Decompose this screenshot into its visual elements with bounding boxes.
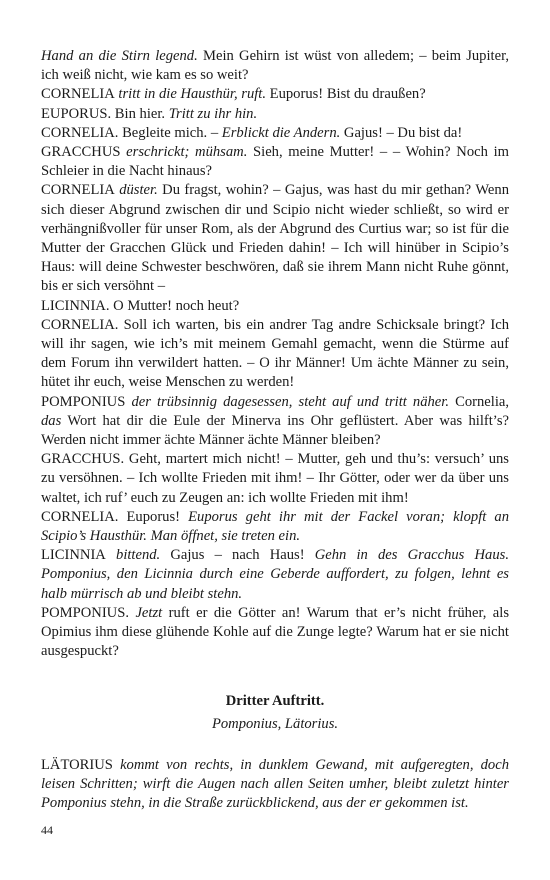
- speaker-name: POMPONIUS: [41, 393, 126, 410]
- stage-direction: Hand an die Stirn legend.: [41, 48, 198, 64]
- scene-characters: Pomponius, Lätorius.: [211, 715, 339, 732]
- stage-direction: Euporus geht ihr mit der Fackel voran; klopft an Scipio’s Hausthür. Man öffnet, sie treten ein.: [41, 508, 510, 545]
- speaker-name: LICINNIA: [41, 547, 106, 564]
- stage-direction: das: [41, 412, 62, 429]
- speaker-name: EUPORUS: [41, 105, 108, 122]
- dialogue-paragraph: [41, 181, 509, 296]
- speaker-name: LÄTORIUS: [41, 756, 113, 773]
- dialogue-text: Wort hat dir die Eule der Minerva ins Ohr geflüstert. Aber was hilft’s? Werden nicht immer ächte Männer ächte Männer bleiben?: [41, 412, 509, 449]
- dialogue-paragraph: [41, 297, 509, 316]
- dialogue-text: Gajus – nach Haus!: [160, 547, 315, 564]
- dialogue-paragraph: [41, 316, 509, 393]
- speaker-name: CORNELIA: [41, 124, 115, 141]
- dialogue-text: ruft er die Götter an! Warum that er’s nicht früher, als Opimius ihm diese glühende Kohle auf die Zunge legte? Warum hat er sie nicht ausgespuckt?: [41, 604, 510, 660]
- dialogue-text: . O Mutter! noch heut?: [105, 297, 240, 314]
- book-page: [41, 47, 509, 814]
- speaker-name: CORNELIA: [41, 508, 115, 525]
- stage-direction: der trübsinnig dagesessen, steht auf und tritt näher.: [125, 393, 449, 410]
- dialogue-text: . Begleite mich. –: [114, 124, 222, 141]
- dialogue-paragraph: [41, 85, 509, 104]
- dialogue-paragraph: [41, 105, 509, 124]
- dialogue-text: Euporus! Bist du draußen?: [266, 86, 426, 103]
- speaker-name: POMPONIUS: [41, 604, 126, 621]
- stage-direction: bittend.: [105, 547, 161, 564]
- dialogue-text: Gajus! – Du bist da!: [340, 124, 463, 141]
- dialogue-text: . Bin hier.: [107, 105, 169, 122]
- stage-direction: Tritt zu ihr hin.: [168, 105, 258, 122]
- dialogue-text: Sieh, meine Mutter! – – Wohin? Noch im Schleier in die Nacht hinaus?: [41, 144, 509, 180]
- dialogue-text: . Geht, martert mich nicht! – Mutter, geh und thu’s: versuch’ uns zu versöhnen. – Ich wollte Frieden mit ihm! – Ihr Götter, oder wer da über uns waltet, ich ruf’ euch zu Zeugen an: ich wollte Frieden mit ihm!: [41, 451, 509, 506]
- dialogue-paragraph: [41, 450, 509, 508]
- dialogue-paragraph: [41, 604, 509, 662]
- stage-direction: Gehn in des Gracchus Haus. Pomponius, den Licinnia durch eine Geberde auffordert, zu folgen, lehnt es halb mürrisch ab und bleibt stehn.: [41, 547, 509, 602]
- dialogue-block: [41, 47, 509, 662]
- speaker-name: GRACCHUS: [41, 144, 121, 161]
- speaker-name: GRACCHUS: [41, 451, 121, 468]
- speaker-name: CORNELIA: [41, 316, 115, 333]
- stage-direction: tritt in die Hausthür, ruft.: [114, 86, 267, 103]
- dialogue-text: Mein Gehirn ist wüst von alledem; – beim Jupiter, ich weiß nicht, wie kam es so weit?: [41, 48, 509, 84]
- speaker-name: LICINNIA: [41, 297, 106, 314]
- dialogue-text: . Euporus!: [114, 508, 189, 525]
- stage-direction: Jetzt: [135, 604, 163, 621]
- dialogue-paragraph: [41, 143, 509, 181]
- page-number: 44: [41, 823, 53, 837]
- speaker-name: CORNELIA: [41, 182, 115, 199]
- dialogue-text: Cornelia,: [449, 393, 509, 410]
- dialogue-text: Du fragst, wohin? – Gajus, was hast du mir gethan? Wenn sich dieser Abgrund zwischen dir und Scipio nicht wieder schließt, so wird er verhängnißvoller für unser Rom, als der Abgrund des Curtius war; so ist für die Mutter der Gracchen Glück und Frieden dahin! – Ich will hinüber in Scipio’s Haus: will deine Schwester beschwören, daß sie ihrem Mann nicht Ruhe gönnt, bis er sich versöhnt –: [41, 182, 509, 295]
- stage-direction: düster.: [114, 182, 158, 199]
- dialogue-paragraph: [41, 508, 509, 546]
- scene-heading: Dritter Auftritt.: [225, 692, 325, 709]
- dialogue-paragraph: [41, 546, 509, 604]
- speaker-name: CORNELIA: [41, 86, 115, 103]
- stage-direction: erschrickt; mühsam.: [120, 144, 248, 161]
- stage-direction-paragraph: [41, 756, 509, 814]
- stage-direction: Erblickt die Andern.: [221, 124, 341, 141]
- dialogue-paragraph: [41, 393, 509, 451]
- dialogue-paragraph: [41, 47, 509, 85]
- stage-direction: kommt von rechts, in dunklem Gewand, mit aufgeregten, doch leisen Schritten; wirft die Augen nach allen Seiten umher, bleibt zuletzt hinter Pomponius stehn, in die Straße zurückblickend, aus der er gekommen ist.: [41, 756, 509, 812]
- dialogue-paragraph: [41, 124, 509, 143]
- dialogue-text: .: [125, 604, 136, 621]
- dialogue-text: . Soll ich warten, bis ein andrer Tag andre Schicksale bringt? Ich will ihr sagen, wie ich’s mit meinem Gemahl gemacht, wenn die Stürme auf dem Forum ihn verwildert hatten. – O ihr Männer! Um ächte Männer zu sein, hütet ihr euch, weise Menschen zu werden!: [41, 316, 509, 391]
